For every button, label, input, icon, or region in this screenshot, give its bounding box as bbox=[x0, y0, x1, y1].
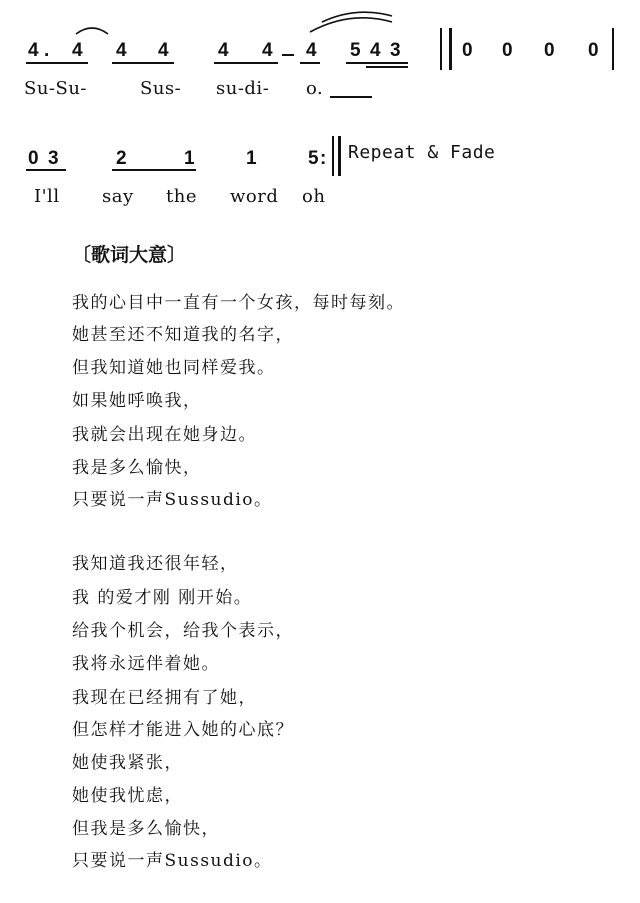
augmentation-dot: . bbox=[44, 40, 50, 61]
repeat-dots: : bbox=[320, 148, 327, 169]
note: 4 bbox=[262, 40, 273, 61]
lyric-word: word bbox=[230, 186, 279, 207]
beam-underline bbox=[300, 62, 320, 64]
text-line: 我 的爱才刚 刚开始。 bbox=[72, 588, 253, 608]
text-line: 我就会出现在她身边。 bbox=[72, 425, 257, 445]
rest-note: 0 bbox=[462, 40, 473, 61]
lyric-word: say bbox=[102, 186, 134, 207]
beam-underline bbox=[26, 62, 88, 64]
note: 4 bbox=[370, 40, 381, 61]
note: 1 bbox=[184, 148, 195, 169]
note: 4 bbox=[306, 40, 317, 61]
barline bbox=[449, 28, 452, 70]
slur-arc bbox=[322, 12, 392, 22]
beam-underline bbox=[112, 62, 174, 64]
note: 5 bbox=[350, 40, 361, 61]
text-line: 她甚至还不知道我的名字， bbox=[72, 325, 294, 345]
rest-note: 0 bbox=[588, 40, 599, 61]
repeat-fade-direction: Repeat & Fade bbox=[348, 142, 496, 163]
lyric-word: I'll bbox=[34, 186, 60, 207]
beam-underline bbox=[346, 62, 408, 64]
text-line: 但怎样才能进入她的心底？ bbox=[72, 720, 294, 740]
text-line: 只要说一声Sussudio。 bbox=[72, 851, 273, 871]
note: 3 bbox=[48, 148, 59, 169]
note: 4 bbox=[218, 40, 229, 61]
repeat-barline bbox=[338, 136, 341, 176]
note: 4 bbox=[158, 40, 169, 61]
note: 1 bbox=[246, 148, 257, 169]
lyric-word: oh bbox=[302, 186, 326, 207]
section-heading: 〔歌词大意〕 bbox=[72, 244, 187, 266]
text-line: 我将永远伴着她。 bbox=[72, 654, 220, 674]
slur-arc bbox=[76, 28, 108, 34]
note: 3 bbox=[390, 40, 401, 61]
text-line: 我现在已经拥有了她， bbox=[72, 688, 257, 708]
lyric-word: su-di- bbox=[216, 78, 270, 99]
beam-underline bbox=[26, 169, 66, 171]
rest-note: 0 bbox=[502, 40, 513, 61]
barline bbox=[440, 28, 442, 70]
rest-note: 0 bbox=[544, 40, 555, 61]
text-line: 但我知道她也同样爱我。 bbox=[72, 358, 276, 378]
note: 4 bbox=[72, 40, 83, 61]
note: 0 bbox=[28, 148, 39, 169]
lyric-word: Sus- bbox=[140, 78, 182, 99]
note: 4 bbox=[116, 40, 127, 61]
text-line: 她使我紧张， bbox=[72, 753, 183, 773]
note: 2 bbox=[116, 148, 127, 169]
slur-arc bbox=[310, 18, 392, 32]
lyric-word: o. bbox=[306, 78, 324, 99]
note: 4 bbox=[28, 40, 39, 61]
lyric-word: the bbox=[166, 186, 197, 207]
repeat-barline bbox=[332, 136, 334, 176]
text-line: 如果她呼唤我， bbox=[72, 391, 202, 411]
text-line: 我是多么愉快， bbox=[72, 458, 202, 478]
note: 5 bbox=[308, 148, 319, 169]
beam-underline bbox=[112, 169, 196, 171]
text-line: 只要说一声Sussudio。 bbox=[72, 490, 273, 510]
text-line: 给我个机会，给我个表示， bbox=[72, 621, 294, 641]
lyric-word: Su-Su- bbox=[24, 78, 88, 99]
text-line: 她使我忧虑， bbox=[72, 786, 183, 806]
tie-dash bbox=[282, 54, 294, 56]
barline bbox=[612, 28, 614, 70]
beam-underline bbox=[214, 62, 278, 64]
text-line: 我知道我还很年轻， bbox=[72, 554, 239, 574]
beam-underline-double bbox=[366, 66, 408, 68]
text-line: 我的心目中一直有一个女孩，每时每刻。 bbox=[72, 293, 405, 313]
melisma-line bbox=[330, 96, 372, 98]
text-line: 但我是多么愉快， bbox=[72, 819, 220, 839]
